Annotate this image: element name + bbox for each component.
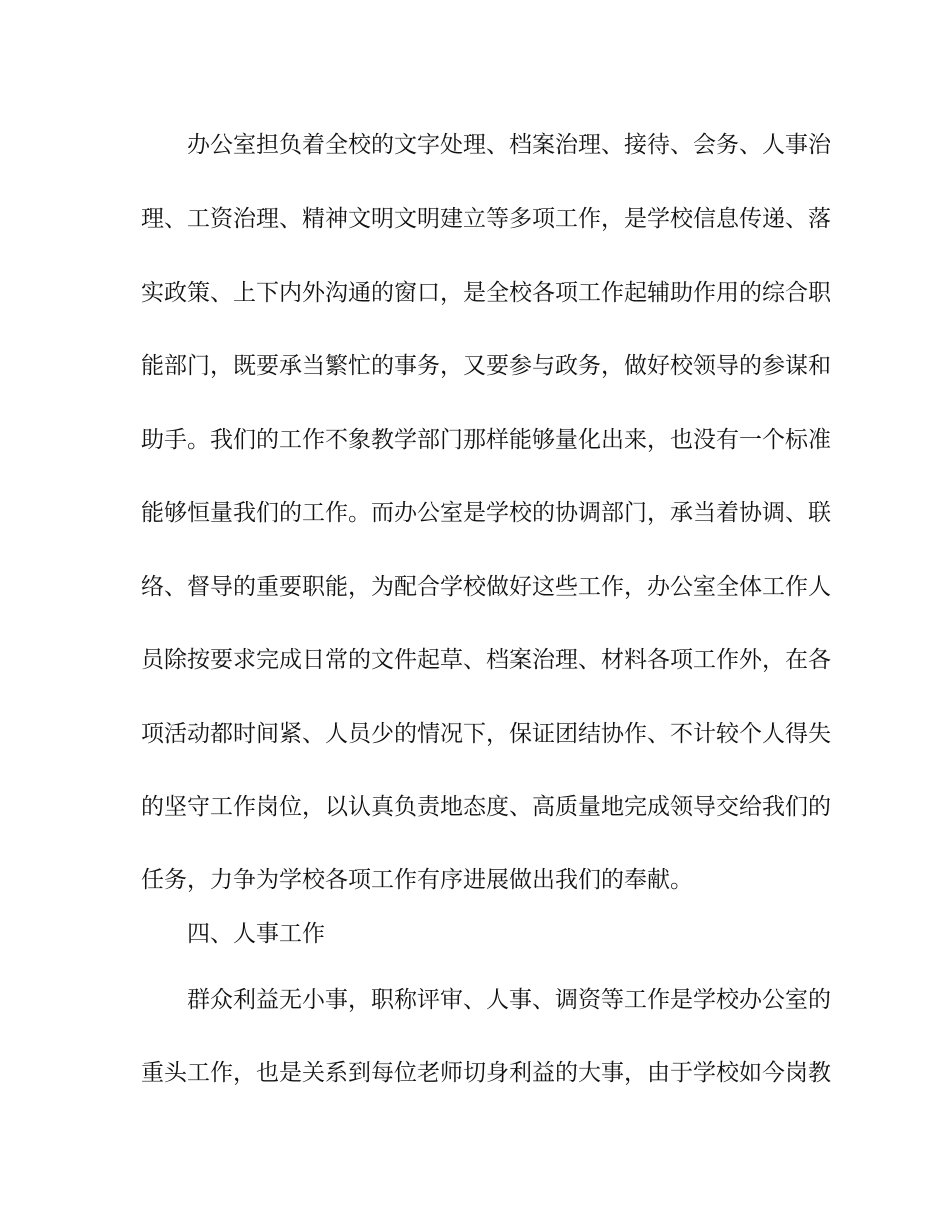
paragraph-line: 重头工作，也是关系到每位老师切身利益的大事，由于学校如今岗教 <box>141 1060 831 1086</box>
paragraph-line: 办公室担负着全校的文字处理、档案治理、接待、会务、人事治 <box>187 132 831 158</box>
paragraph-line: 理、工资治理、精神文明文明建立等多项工作，是学校信息传递、落 <box>141 206 831 232</box>
section-heading: 四、人事工作 <box>187 921 325 947</box>
paragraph-line: 的坚守工作岗位，以认真负责地态度、高质量地完成领导交给我们的 <box>141 794 831 820</box>
paragraph-line: 能部门，既要承当繁忙的事务，又要参与政务，做好校领导的参谋和 <box>141 353 831 379</box>
paragraph-line: 能够恒量我们的工作。而办公室是学校的协调部门，承当着协调、联 <box>141 500 831 526</box>
paragraph-line: 实政策、上下内外沟通的窗口，是全校各项工作起辅助作用的综合职 <box>141 280 831 306</box>
paragraph-line: 员除按要求完成日常的文件起草、档案治理、材料各项工作外，在各 <box>141 647 831 673</box>
paragraph-line: 项活动都时间紧、人员少的情况下，保证团结协作、不计较个人得失 <box>141 721 831 747</box>
paragraph-line: 群众利益无小事，职称评审、人事、调资等工作是学校办公室的 <box>187 987 831 1013</box>
paragraph-line: 助手。我们的工作不象教学部门那样能够量化出来，也没有一个标准 <box>141 427 831 453</box>
paragraph-line-last: 任务，力争为学校各项工作有序进展做出我们的奉献。 <box>141 867 693 893</box>
paragraph-line: 络、督导的重要职能，为配合学校做好这些工作，办公室全体工作人 <box>141 574 831 600</box>
